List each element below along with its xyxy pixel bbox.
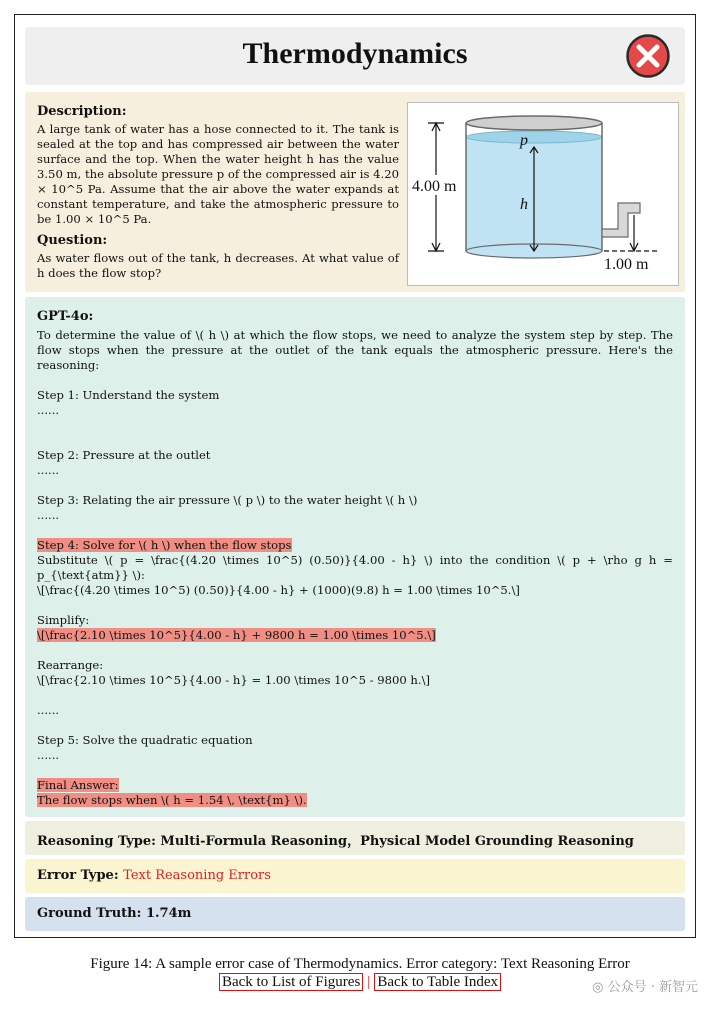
reasoning-type: Reasoning Type: Multi-Formula Reasoning，Physical Model Grounding Reasoning xyxy=(37,834,634,849)
title-bar xyxy=(25,27,685,85)
question-body: As water flows out of the tank, h decreases. At what value of h does the flow stop? xyxy=(37,251,399,280)
description-panel xyxy=(25,92,685,292)
watermark xyxy=(592,976,698,995)
ellipsis: ...... xyxy=(37,748,60,762)
page-title: Thermodynamics xyxy=(242,37,468,70)
ellipsis: ...... xyxy=(37,508,60,522)
question-heading: Question: xyxy=(37,233,108,248)
final-answer-text: The flow stops when \( h = 1.54 \, \text{m} \). xyxy=(37,793,307,807)
error-type-label: Error Type: xyxy=(37,868,119,883)
error-type-value: Text Reasoning Errors xyxy=(123,868,271,883)
step-2: Step 2: Pressure at the outlet xyxy=(37,448,211,462)
figure-frame xyxy=(14,14,696,938)
description-text-block xyxy=(37,104,399,287)
step-4-highlight: Step 4: Solve for \( h \) when the flow stops xyxy=(37,538,292,552)
error-type-panel xyxy=(25,859,685,893)
step-1: Step 1: Understand the system xyxy=(37,388,220,402)
back-to-figures-link[interactable]: Back to List of Figures xyxy=(219,973,363,991)
substitute-line: p_{\text{atm}} \): xyxy=(37,568,145,582)
watermark-text: 公众号 · 新智元 xyxy=(607,980,698,995)
model-name: GPT-4o: xyxy=(37,309,94,324)
answer-intro-line: reasoning: xyxy=(37,358,100,372)
tank-diagram xyxy=(408,103,678,285)
step-3: Step 3: Relating the air pressure \( p \) to the water height \( h \) xyxy=(37,493,418,507)
simplify-label: Simplify: xyxy=(37,613,90,627)
tank-figure xyxy=(407,102,679,286)
substitute-line: Substitute \( p = \frac{(4.20 \times 10^5) (0.50)}{4.00 - h} \) into the condition \( p + \rho g h = xyxy=(37,553,673,567)
description-body: A large tank of water has a hose connected to it. The tank is sealed at the top and has compressed air between the water surface and the top. When the water height h has the value 3.50 m, the absolute pressure p of the compressed air is 4.20 × 10^5 Pa. Assume that the air above the water expands at constant temperature, and take the atmospheric pressure to be 1.00 × 10^5 Pa. xyxy=(37,122,399,226)
simplify-equation-highlight: \[\frac{2.10 \times 10^5}{4.00 - h} + 9800 h = 1.00 \times 10^5.\] xyxy=(37,628,436,642)
final-answer-label: Final Answer: xyxy=(37,778,119,792)
ground-truth-panel xyxy=(25,897,685,931)
close-icon xyxy=(625,33,671,79)
error-type-row xyxy=(37,868,271,883)
reasoning-type-panel xyxy=(25,821,685,855)
figure-caption: Figure 14: A sample error case of Thermodynamics. Error category: Text Reasoning Error xyxy=(90,956,630,972)
label-p: p xyxy=(520,132,528,149)
tank-lid xyxy=(466,116,602,130)
answer-intro-line: To determine the value of \( h \) at which the flow stops, we need to analyze the system step by step. The xyxy=(37,328,673,342)
answer-intro-line: flow stops when the pressure at the outlet of the tank equals the atmospheric pressure. Here's the xyxy=(37,343,673,357)
model-answer-panel xyxy=(25,297,685,817)
description-heading: Description: xyxy=(37,104,127,119)
label-outlet: 1.00 m xyxy=(604,256,649,273)
link-separator: | xyxy=(367,974,371,990)
model-answer-body xyxy=(37,309,673,808)
rearrange-equation: \[\frac{2.10 \times 10^5}{4.00 - h} = 1.00 \times 10^5 - 9800 h.\] xyxy=(37,673,431,687)
ellipsis: ...... xyxy=(37,403,60,417)
ground-truth: Ground Truth: 1.74m xyxy=(37,906,192,921)
rearrange-label: Rearrange: xyxy=(37,658,104,672)
label-h: h xyxy=(520,196,528,213)
step-5: Step 5: Solve the quadratic equation xyxy=(37,733,253,747)
label-height: 4.00 m xyxy=(412,178,457,195)
ellipsis: ...... xyxy=(37,703,60,717)
water-surface xyxy=(466,131,602,143)
substitute-equation: \[\frac{(4.20 \times 10^5) (0.50)}{4.00 - h} + (1000)(9.8) h = 1.00 \times 10^5.\] xyxy=(37,583,520,597)
ellipsis: ...... xyxy=(37,463,60,477)
back-to-tables-link[interactable]: Back to Table Index xyxy=(374,973,501,991)
wechat-icon: ◎ xyxy=(592,980,604,995)
